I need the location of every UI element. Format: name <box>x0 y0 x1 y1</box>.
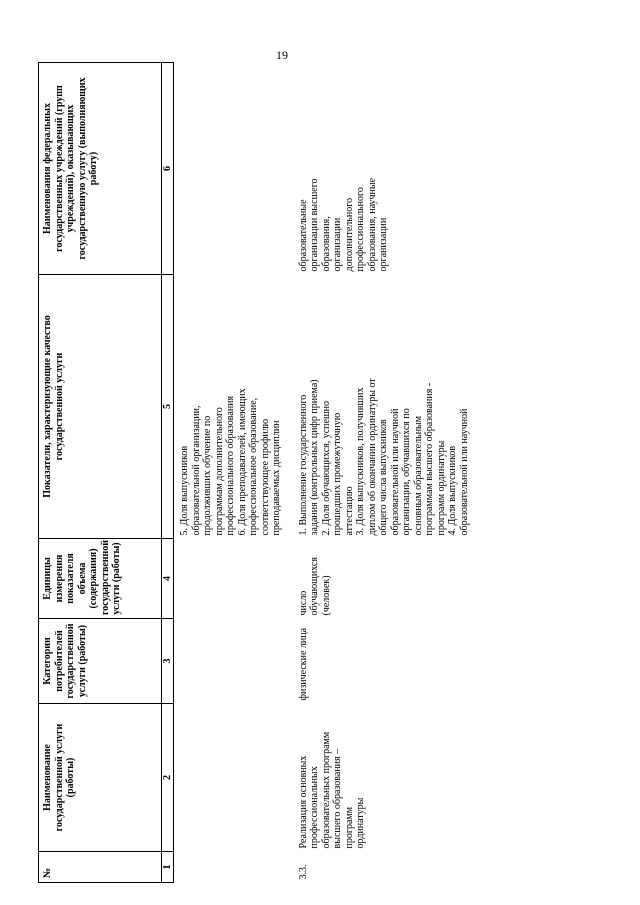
column-number: 4 <box>162 539 174 619</box>
row-number-cell: 3.3. <box>297 864 309 880</box>
column-number: 2 <box>162 704 174 852</box>
quality-indicators-cell: 1. Выполнение государственного задания (контрольных цифр приема) 2. Доля обучающихся, успешно прошедших промежуточную аттестацию 3. Доля выпускников, получивших диплом об окончании ординатуры от общего числа выпускников образовательной или научной организации, обучавшихся по основным образовательным программам высшего образования - программ ординатуры 4. Доля выпускников образовательной или научной <box>297 378 470 536</box>
institutions-cell: образовательные организации высшего образования, организации дополнительного профессионального образования, научные организации <box>297 177 389 272</box>
table-row <box>295 63 471 883</box>
column-numbers-row <box>162 63 174 883</box>
column-number: 3 <box>162 619 174 704</box>
unit-cell: число обучающихся (человек) <box>297 557 332 616</box>
header-quality-indicators: Показатели, характеризующие качество государственной услуги <box>39 275 162 539</box>
quality-indicators-cell: 5. Доля выпускников образовательной организации, продолживших обучение по программам дополнительного профессионального образования 6. Доля преподавателей, имеющих профессиональное образование, соответствующее профилю преподаваемых дисциплин <box>179 388 282 536</box>
header-service-name: Наименование государственной услуги (работы) <box>39 704 162 852</box>
header-institutions: Наименования федеральных государственных учреждений (групп учреждений), оказывающих государственную услугу (выполняющих работу) <box>39 63 162 275</box>
column-number: 1 <box>162 852 174 883</box>
column-number: 6 <box>162 63 174 275</box>
services-table <box>38 62 470 883</box>
header-consumer-category: Категории потребителей государственной услуги (работы) <box>39 619 162 704</box>
consumer-category-cell: физические лица <box>297 627 309 701</box>
table-row-continuation <box>174 63 295 883</box>
column-number: 5 <box>162 275 174 539</box>
table-header-row <box>39 63 162 883</box>
page-number: 19 <box>276 48 288 62</box>
header-unit: Единицы измерения показателя объема (содержания) государственной услуги (работы) <box>39 539 162 619</box>
service-name-cell: Реализация основных профессиональных образовательных программ высшего образования – программ ординатуры <box>297 731 366 849</box>
header-number: № <box>39 852 162 883</box>
